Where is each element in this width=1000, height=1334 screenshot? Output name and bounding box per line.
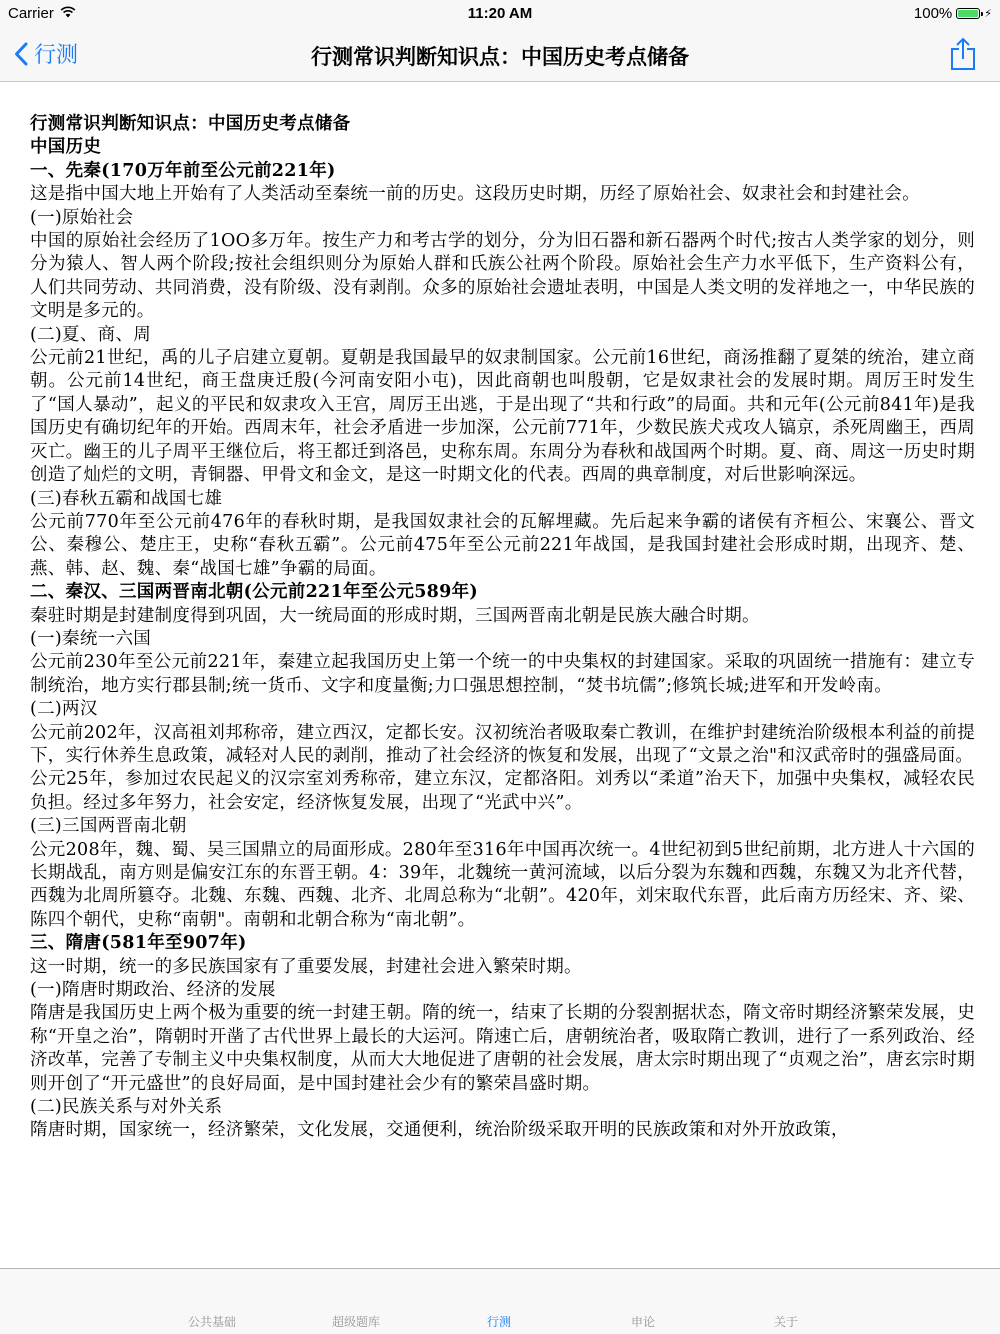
page-title: 行测常识判断知识点：中国历史考点储备	[311, 45, 689, 69]
tab-public-basics[interactable]: 公共基础	[187, 1315, 237, 1329]
tab-shenlun[interactable]: 申论	[630, 1315, 656, 1329]
battery-icon	[956, 8, 980, 19]
paragraph: 公元前230年至公元前221年，秦建立起我国历史上第一个统一的中央集权的封建国家。采取的巩固统一措施有：建立专制统治，地方实行郡县制;统一货币、文字和度量衡;力口强思想控制，“焚书坑儒”;修筑长城;进军和开发岭南。	[30, 652, 975, 696]
paragraph: (二)夏、商、周	[30, 324, 152, 345]
paragraph: (三)春秋五霸和战国七雄	[30, 488, 223, 509]
paragraph: 公元前21世纪，禹的儿子启建立夏朝。夏朝是我国最早的奴隶制国家。公元前16世纪，商汤推翻了夏桀的统治，建立商朝。公元前14世纪，商王盘庚迁殷(今河南安阳小屯)，因此商朝也叫殷朝，它是奴隶社会的发展时期。周厉王时发生了“国人暴动”，起义的平民和奴隶攻入王宫，周厉王出逃，于是出现了“共和行政”的局面。共和元年(公元前841年)是我国历史有确切纪年的开始。西周末年，社会矛盾进一步加深，公元前771年，少数民族犬戎攻人镐京，杀死周幽王，西周灭亡。幽王的儿子周平王继位后，将王都迁到洛邑，史称东周。东周分为春秋和战国两个时期。夏、商、周这一历史时期创造了灿烂的文明，青铜器、甲骨文和金文，是这一时期文化的代表。西周的典章制度，对后世影响深远。	[30, 348, 975, 486]
paragraph: (一)秦统一六国	[30, 628, 152, 649]
tab-xingce[interactable]: 行测	[486, 1315, 512, 1329]
section-heading: 二、秦汉、三国两晋南北朝(公元前221年至公元589年)	[30, 582, 479, 603]
carrier-label: Carrier	[8, 5, 54, 22]
paragraph: 公元前202年，汉高祖刘邦称帝，建立西汉，定都长安。汉初统治者吸取秦亡教训，在维护封建统治阶级根本利益的前提下，实行休养生息政策，减轻对人民的剥削，推动了社会经济的恢复和发展，出现了“文景之治"和汉武帝时的强盛局面。	[30, 722, 975, 766]
share-button[interactable]	[950, 37, 976, 75]
back-button-label: 行测	[34, 43, 79, 68]
section-heading: 一、先秦(170万年前至公元前221年)	[30, 160, 336, 181]
paragraph: 中国的原始社会经历了1OO多万年。按生产力和考古学的划分，分为旧石器和新石器两个时代;按古人类学家的划分，则分为猿人、智人两个阶段;按社会组织则分为原始人群和氏族公社两个阶段。原始社会生产力水平低下，生产资料公有，人们共同劳动、共同消费，没有阶级、没有剥削。众多的原始社会遗址表明，中国是人类文明的发祥地之一，中华民族的文明是多元的。	[30, 231, 975, 322]
paragraph: (一)原始社会	[30, 207, 134, 228]
tab-question-bank[interactable]: 超级题库	[331, 1315, 381, 1329]
paragraph: 公元208年，魏、蜀、吴三国鼎立的局面形成。280年至316年中国再次统一。4世纪初到5世纪前期，北方进人十六国的长期战乱，南方则是偏安江东的东晋王朝。4：39年，北魏统一黄河流域，以后分裂为东魏和西魏，东魏又为北齐代替，西魏为北周所篡夺。北魏、东魏、西魏、北齐、北周总称为“北朝”。420年，刘宋取代东晋，此后南方历经宋、齐、梁、陈四个朝代，史称“南朝"。南朝和北朝合称为“南北朝”。	[30, 839, 975, 930]
battery-percent: 100%	[913, 5, 953, 22]
tab-about[interactable]: 关于	[773, 1315, 799, 1329]
section-heading: 行测常识判断知识点：中国历史考点储备	[30, 114, 351, 134]
paragraph: (一)隋唐时期政治、经济的发展	[30, 980, 276, 1001]
tab-bar	[0, 1268, 1000, 1334]
back-button[interactable]	[14, 38, 78, 69]
section-heading: 三、隋唐(581年至907年)	[30, 933, 247, 954]
paragraph: 隋唐是我国历史上两个极为重要的统一封建王朝。隋的统一，结束了长期的分裂割据状态，隋文帝时期经济繁荣发展，史称“开皇之治”，隋朝时开凿了古代世界上最长的大运河。隋速亡后，唐朝统治者，吸取隋亡教训，进行了一系列政治、经济改革，完善了专制主义中央集权制度，从而大大地促进了唐朝的社会发展，唐太宗时期出现了“贞观之治”，唐玄宗时期则开创了“开元盛世”的良好局面，是中国封建社会少有的繁荣昌盛时期。	[30, 1003, 975, 1094]
paragraph: 这一时期，统一的多民族国家有了重要发展，封建社会进入繁荣时期。	[30, 956, 582, 977]
paragraph: (三)三国两晋南北朝	[30, 816, 187, 837]
paragraph: 这是指中国大地上开始有了人类活动至秦统一前的历史。这段历史时期，历经了原始社会、奴隶社会和封建社会。	[30, 184, 920, 205]
chevron-left-icon	[14, 42, 28, 66]
battery-info	[914, 5, 992, 22]
paragraph: 秦驻时期是封建制度得到巩固，大一统局面的形成时期，三国两晋南北朝是民族大融合时期。	[30, 605, 760, 626]
paragraph: (二)民族关系与对外关系	[30, 1097, 223, 1118]
status-time: 11:20 AM	[467, 5, 533, 22]
paragraph: (二)两汉	[30, 699, 98, 720]
status-bar	[0, 0, 1000, 28]
charging-icon: ⚡	[984, 8, 992, 20]
paragraph: 隋唐时期，国家统一，经济繁荣，文化发展，交通便利，统治阶级采取开明的民族政策和对外开放政策，	[30, 1120, 849, 1141]
share-icon	[950, 56, 976, 75]
paragraph: 公元25年，参加过农民起义的汉宗室刘秀称帝，建立东汉，定都洛阳。刘秀以“柔道”治天下，加强中央集权，减轻农民负担。经过多年努力，社会安定，经济恢复发展，出现了“光武中兴”。	[30, 769, 975, 813]
section-heading: 中国历史	[30, 137, 102, 158]
navigation-bar	[0, 28, 1000, 82]
article-content	[30, 113, 975, 1143]
paragraph: 公元前770年至公元前476年的春秋时期，是我国奴隶社会的瓦解埋藏。先后起来争霸的诸侯有齐桓公、宋襄公、晋文公、秦穆公、楚庄王，史称“春秋五霸”。公元前475年至公元前221年战国，是我国封建社会形成时期，出现齐、楚、燕、韩、赵、魏、秦“战国七雄”争霸的局面。	[30, 511, 975, 579]
battery-fill	[958, 10, 978, 17]
